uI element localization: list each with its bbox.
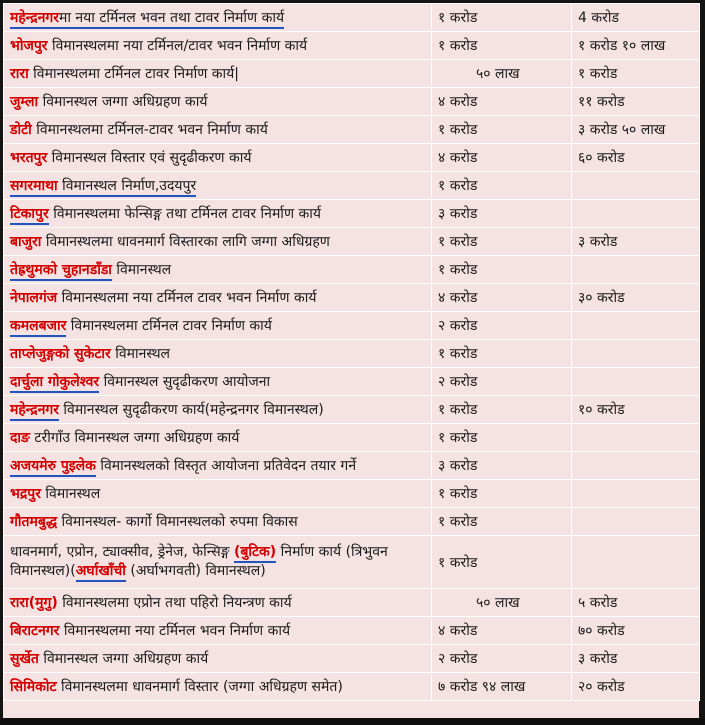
allocated-amount: ७ करोड ९४ लाख	[432, 673, 572, 701]
allocated-amount: १ करोड	[432, 508, 572, 536]
total-amount: ३ करोड	[572, 645, 700, 673]
airport-name: जुम्ला	[10, 94, 39, 110]
project-description: विमानस्थलमा फेन्सिङ्ग तथा टर्मिनल टावर निर्माण कार्य	[48, 206, 322, 222]
project-cell	[4, 480, 432, 508]
total-amount	[572, 424, 700, 452]
project-description: विमानस्थलमा टर्मिनल-टावर भवन निर्माण कार्य	[31, 122, 268, 138]
total-amount: ३० करोड	[572, 284, 700, 312]
allocated-amount: ३ करोड	[432, 200, 572, 228]
project-description: विमानस्थलमा धावनमार्ग विस्तार (जग्गा अधिग्रहण समेत)	[56, 679, 343, 695]
airport-name: सिमिकोट	[10, 679, 57, 695]
project-cell	[4, 4, 432, 32]
project-cell	[4, 589, 432, 617]
airport-name: तेह्रथुमको चुहानडाँडा	[10, 262, 112, 281]
total-amount: २० करोड	[572, 673, 700, 701]
total-amount: १ करोड	[572, 60, 700, 88]
allocated-amount: १ करोड	[432, 228, 572, 256]
allocated-amount: १ करोड	[432, 4, 572, 32]
project-cell	[4, 312, 432, 340]
project-description: विमानस्थल सुदृढीकरण आयोजना	[99, 374, 271, 390]
allocated-amount: २ करोड	[432, 312, 572, 340]
allocated-amount: २ करोड	[432, 645, 572, 673]
allocated-amount: १ करोड	[432, 32, 572, 60]
total-amount: ३ करोड ५० लाख	[572, 116, 700, 144]
total-amount: ११ करोड	[572, 88, 700, 116]
total-amount: ५ करोड	[572, 589, 700, 617]
project-description: विमानस्थलमा धावनमार्ग विस्तारका लागि जग्गा अधिग्रहण	[41, 234, 330, 250]
table-row	[4, 617, 700, 645]
total-amount: ७० करोड	[572, 617, 700, 645]
project-cell	[4, 172, 432, 200]
airport-name: बिराटनगर	[10, 623, 60, 639]
project-cell	[4, 340, 432, 368]
project-cell	[4, 645, 432, 673]
total-amount: १ करोड १० लाख	[572, 32, 700, 60]
table-row	[4, 508, 700, 536]
total-amount	[572, 452, 700, 480]
project-cell	[4, 284, 432, 312]
table-row	[4, 32, 700, 60]
project-cell	[4, 424, 432, 452]
airport-name: बाजुरा	[10, 234, 42, 250]
table-row	[4, 228, 700, 256]
project-cell	[4, 617, 432, 645]
project-description: विमानस्थल जग्गा अधिग्रहण कार्य	[38, 94, 208, 110]
project-cell	[4, 60, 432, 88]
table-row	[4, 116, 700, 144]
project-description: निर्माण कार्य (त्रिभुवन विमानस्थल)(	[10, 544, 388, 579]
project-cell	[4, 88, 432, 116]
project-description: (अर्घाभगवती) विमानस्थल)	[125, 563, 266, 579]
airport-name: भद्रपुर	[10, 486, 41, 502]
project-description: धावनमार्ग, एप्रोन, ट्याक्सीव, ड्रेनेज, फेन्सिङ्ग	[10, 544, 234, 560]
table-row	[4, 589, 700, 617]
project-description: विमानस्थलको विस्तृत आयोजना प्रतिवेदन तयार गर्ने	[95, 458, 357, 474]
table-row	[4, 144, 700, 172]
total-amount: 4 करोड	[572, 4, 700, 32]
project-description: विमानस्थलमा नया टर्मिनल भवन निर्माण कार्य	[59, 623, 291, 639]
airport-name: सुर्खेत	[10, 651, 39, 667]
total-amount	[572, 172, 700, 200]
project-description: टरीगाँउ विमानस्थल जग्गा अधिग्रहण कार्य	[29, 430, 240, 446]
project-description: मा नया टर्मिनल भवन तथा टावर निर्माण कार्य	[59, 10, 284, 29]
project-cell	[4, 200, 432, 228]
allocated-amount: १ करोड	[432, 480, 572, 508]
project-cell	[4, 32, 432, 60]
table-row	[4, 172, 700, 200]
project-description: विमानस्थल निर्माण,उदयपुर	[58, 178, 197, 197]
allocated-amount: १ करोड	[432, 256, 572, 284]
airport-name: दाङ	[10, 430, 30, 446]
project-description: विमानस्थल- कार्गो विमानस्थलको रुपमा विकास	[57, 514, 298, 530]
project-description: विमानस्थल जग्गा अधिग्रहण कार्य	[38, 651, 209, 667]
total-amount	[572, 256, 700, 284]
project-description: विमानस्थलमा टर्मिनल टावर निर्माण कार्य	[66, 318, 272, 334]
total-amount	[572, 200, 700, 228]
table-row	[4, 396, 700, 424]
allocated-amount: ४ करोड	[432, 88, 572, 116]
airport-name: कमलबजार	[10, 318, 66, 337]
total-amount: ३ करोड	[572, 228, 700, 256]
allocated-amount: १ करोड	[432, 340, 572, 368]
allocated-amount: ५० लाख	[432, 589, 572, 617]
frame-edge	[0, 718, 705, 725]
project-description: विमानस्थलमा नया टर्मिनल टावर भवन निर्माण कार्य	[57, 290, 317, 306]
table-row	[4, 424, 700, 452]
table-row	[4, 480, 700, 508]
project-description: विमानस्थलमा नया टर्मिनल/टावर भवन निर्माण कार्य	[47, 38, 308, 54]
project-cell	[4, 368, 432, 396]
table-row	[4, 645, 700, 673]
allocated-amount: १ करोड	[432, 396, 572, 424]
allocated-amount: ५० लाख	[432, 60, 572, 88]
airport-name: टिकापुर	[10, 206, 49, 225]
total-amount	[572, 508, 700, 536]
allocated-amount: ४ करोड	[432, 284, 572, 312]
total-amount	[572, 536, 700, 589]
project-description: विमानस्थल	[111, 262, 172, 278]
allocated-amount: १ करोड	[432, 424, 572, 452]
airport-name: भोजपुर	[10, 38, 48, 54]
project-cell	[4, 144, 432, 172]
airport-name: रारा(मुगु)	[10, 595, 58, 611]
airport-budget-table	[3, 3, 700, 701]
allocated-amount: १ करोड	[432, 536, 572, 589]
airport-name: दार्चुला गोकुलेश्वर	[10, 374, 99, 393]
table-row	[4, 60, 700, 88]
table-row	[4, 256, 700, 284]
table-row	[4, 452, 700, 480]
airport-name: महेन्द्रनगर	[10, 10, 59, 29]
project-description: विमानस्थल	[40, 486, 101, 502]
total-amount: १० करोड	[572, 396, 700, 424]
airport-name: सगरमाथा	[10, 178, 58, 197]
airport-name: अर्घाखाँची	[76, 563, 126, 582]
table-row	[4, 340, 700, 368]
project-description: विमानस्थलमा टर्मिनल टावर निर्माण कार्य|	[28, 66, 239, 82]
project-cell	[4, 228, 432, 256]
total-amount: ६० करोड	[572, 144, 700, 172]
allocated-amount: ४ करोड	[432, 144, 572, 172]
table-row	[4, 200, 700, 228]
table-row	[4, 536, 700, 589]
table-row	[4, 673, 700, 701]
project-description: विमानस्थल सुदृढीकरण कार्य(महेन्द्रनगर विमानस्थल)	[58, 402, 324, 418]
project-description: विमानस्थलमा एप्रोन तथा पहिरो नियन्त्रण कार्य	[57, 595, 292, 611]
project-cell	[4, 116, 432, 144]
airport-name: रारा	[10, 66, 29, 82]
airport-name: महेन्द्रनगर	[10, 402, 59, 421]
table-row	[4, 312, 700, 340]
airport-name: अजयमेरु पुइलेक	[10, 458, 96, 477]
total-amount	[572, 480, 700, 508]
airport-name: (बुटिक)	[234, 544, 276, 563]
airport-name: गौतमबुद्ध	[10, 514, 58, 530]
airport-name: भरतपुर	[10, 150, 48, 166]
airport-name: डोटी	[10, 122, 32, 138]
project-cell	[4, 508, 432, 536]
project-cell	[4, 256, 432, 284]
airport-name: ताप्लेजुङ्गको सुकेटार	[10, 346, 111, 362]
project-cell	[4, 396, 432, 424]
allocated-amount: १ करोड	[432, 172, 572, 200]
total-amount	[572, 368, 700, 396]
project-cell	[4, 536, 432, 589]
project-description: विमानस्थल	[110, 346, 171, 362]
table-row	[4, 368, 700, 396]
allocated-amount: २ करोड	[432, 368, 572, 396]
budget-sheet	[3, 3, 699, 718]
allocated-amount: ४ करोड	[432, 617, 572, 645]
table-row	[4, 88, 700, 116]
airport-name: नेपालगंज	[10, 290, 58, 306]
allocated-amount: ३ करोड	[432, 452, 572, 480]
total-amount	[572, 312, 700, 340]
total-amount	[572, 340, 700, 368]
project-cell	[4, 673, 432, 701]
project-description: विमानस्थल विस्तार एवं सुदृढीकरण कार्य	[47, 150, 252, 166]
table-row	[4, 284, 700, 312]
project-cell	[4, 452, 432, 480]
table-row	[4, 4, 700, 32]
allocated-amount: १ करोड	[432, 116, 572, 144]
